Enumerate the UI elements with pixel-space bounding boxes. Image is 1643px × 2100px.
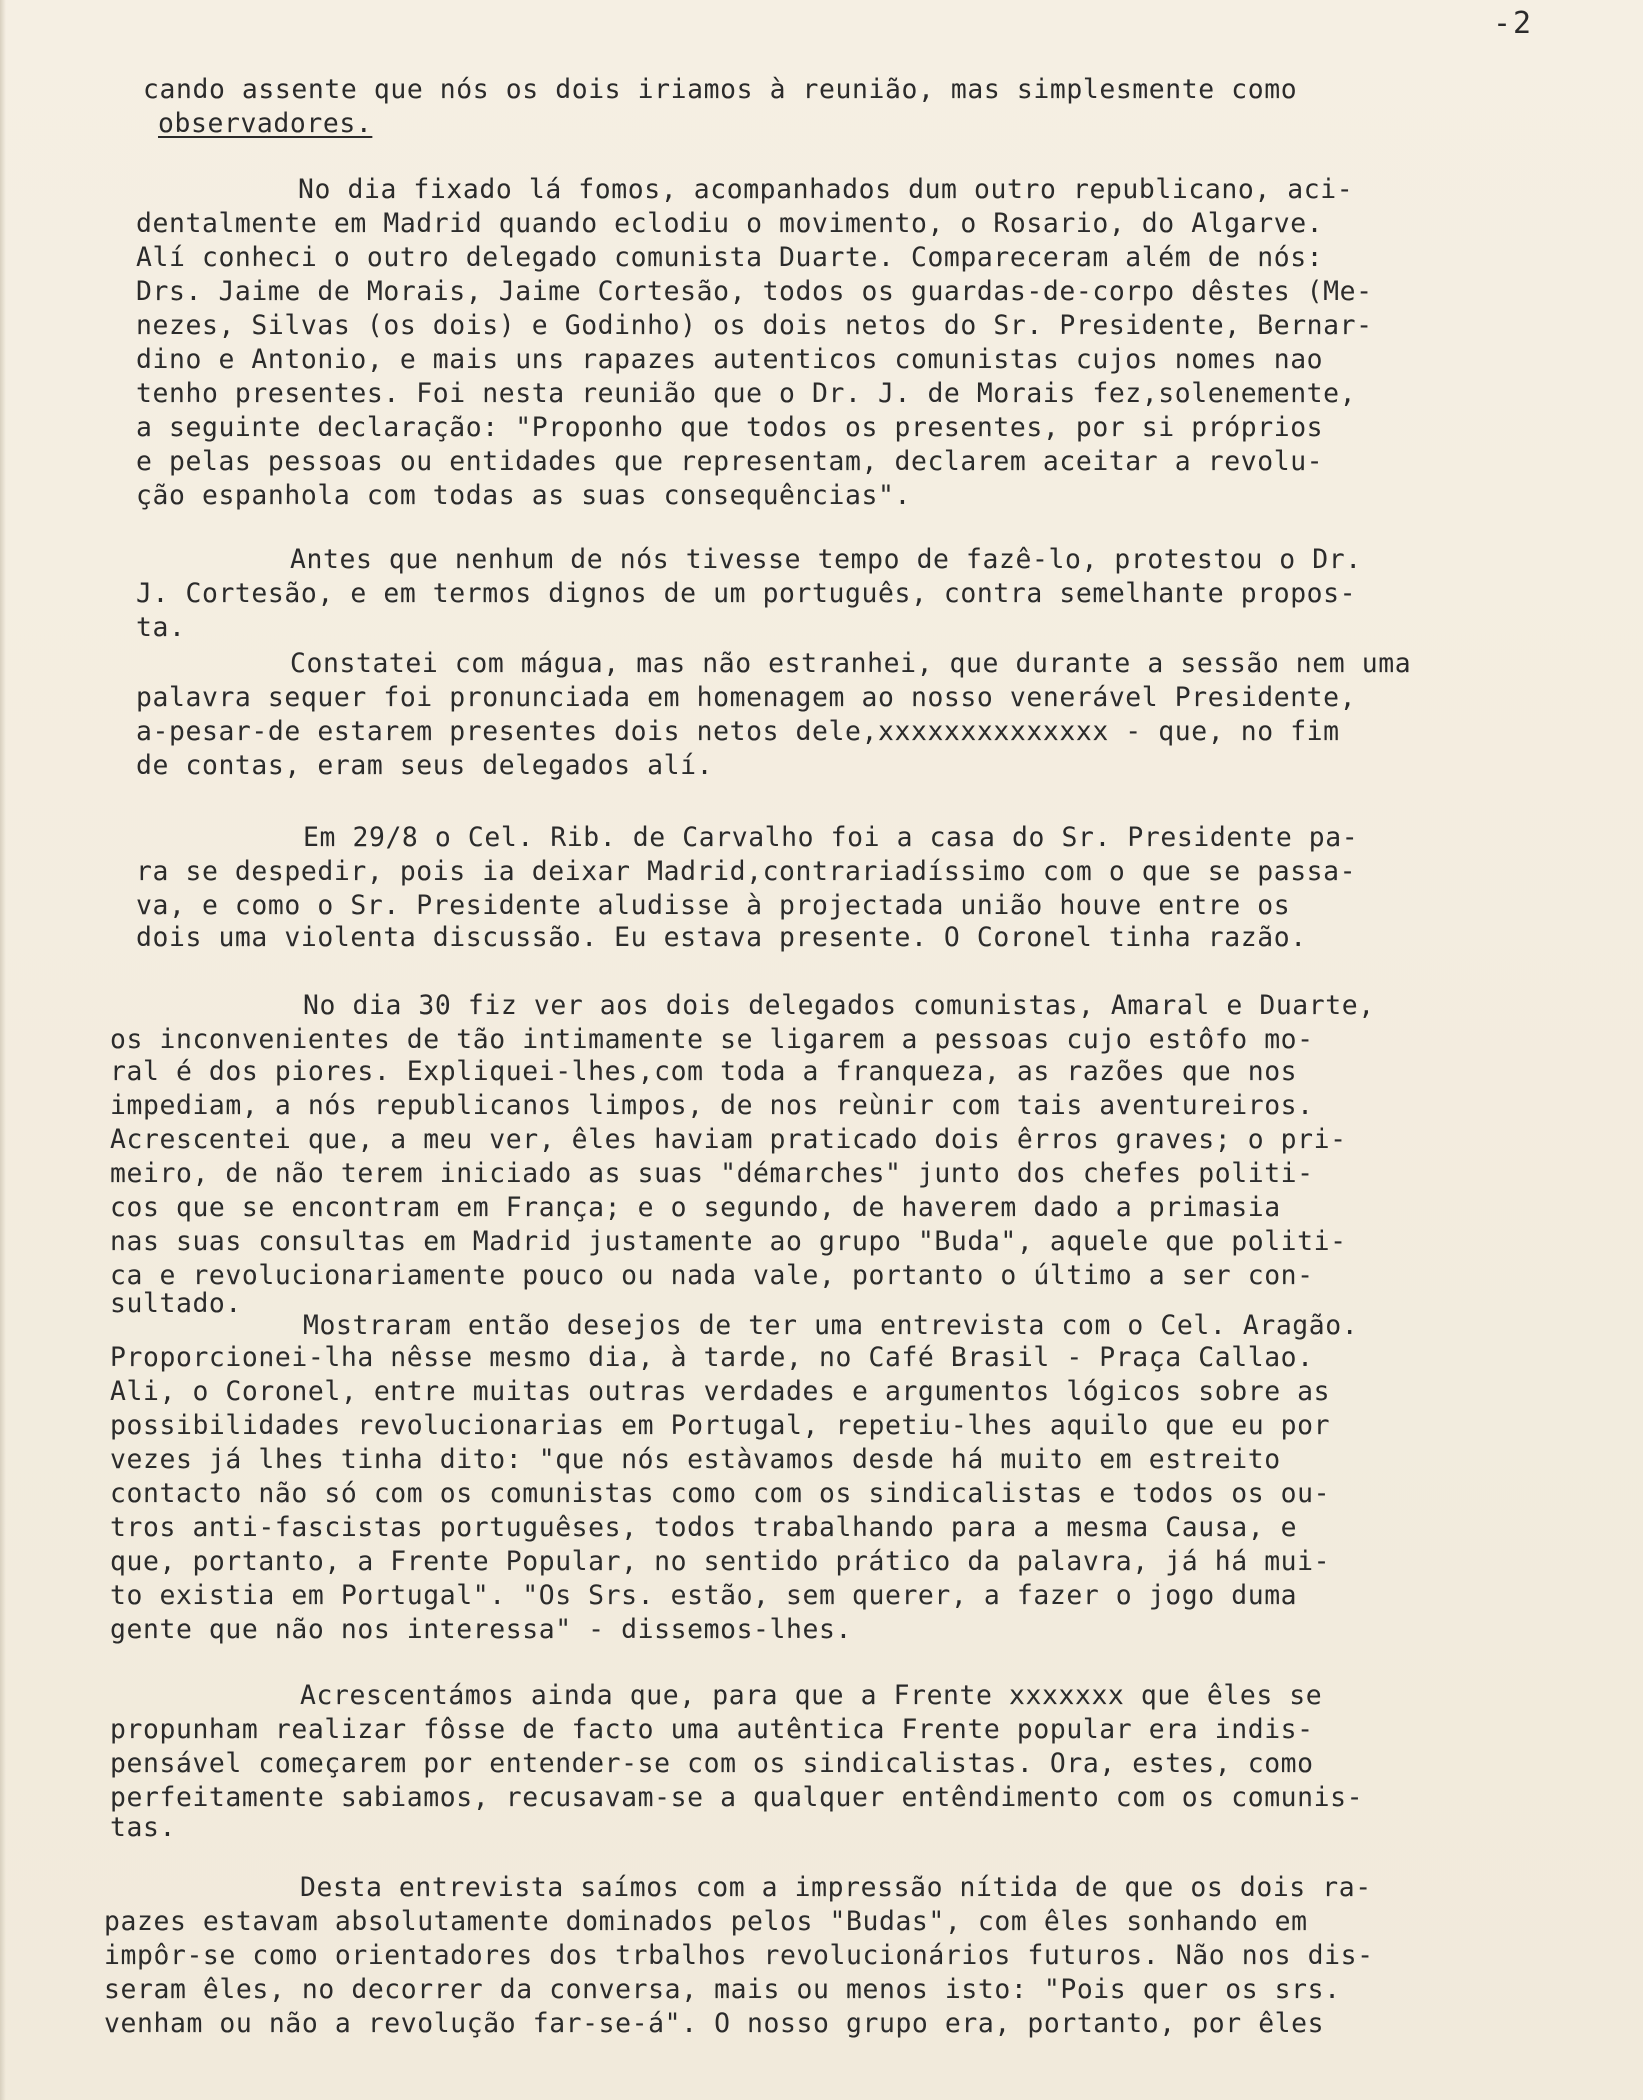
text-line: Constatei com mágua, mas não estranhei, que durante a sessão nem uma (290, 648, 1412, 679)
text-line: ta. (136, 612, 186, 643)
text-line: a seguinte declaração: "Proponho que todos os presentes, por si próprios (136, 412, 1324, 443)
text-line: Proporcionei-lha nêsse mesmo dia, à tarde, no Café Brasil - Praça Callao. (110, 1342, 1314, 1373)
text-line: perfeitamente sabiamos, recusavam-se a qualquer entêndimento com os comunis- (110, 1782, 1364, 1813)
text-line: Mostraram então desejos de ter uma entrevista com o Cel. Aragão. (303, 1310, 1359, 1341)
text-line: Em 29/8 o Cel. Rib. de Carvalho foi a casa do Sr. Presidente pa- (303, 822, 1359, 853)
text-line: impediam, a nós republicanos limpos, de nos reùnir com tais aventureiros. (110, 1090, 1314, 1121)
text-line: a-pesar-de estarem presentes dois netos dele,xxxxxxxxxxxxxx - que, no fim (136, 716, 1340, 747)
text-line: tenho presentes. Foi nesta reunião que o Dr. J. de Morais fez,solenemente, (136, 378, 1357, 409)
text-line: propunham realizar fôsse de facto uma autêntica Frente popular era indis- (110, 1714, 1314, 1745)
text-line: seram êles, no decorrer da conversa, mais ou menos isto: "Pois quer os srs. (104, 1974, 1341, 2005)
text-line: vezes já lhes tinha dito: "que nós estàvamos desde há muito em estreito (110, 1444, 1281, 1475)
text-line: possibilidades revolucionarias em Portugal, repetiu-lhes aquilo que eu por (110, 1410, 1331, 1441)
text-line: impôr-se como orientadores dos trbalhos revolucionários futuros. Não nos dis- (104, 1940, 1374, 1971)
text-line: cos que se encontram em França; e o segundo, de haverem dado a primasia (110, 1192, 1281, 1223)
text-line: Drs. Jaime de Morais, Jaime Cortesão, todos os guardas-de-corpo dêstes (Me- (136, 276, 1373, 307)
text-line: nezes, Silvas (os dois) e Godinho) os dois netos do Sr. Presidente, Bernar- (136, 310, 1373, 341)
text-line: No dia fixado lá fomos, acompanhados dum outro republicano, aci- (298, 174, 1354, 205)
text-line: tros anti-fascistas portuguêses, todos trabalhando para a mesma Causa, e (110, 1512, 1298, 1543)
text-line: e pelas pessoas ou entidades que representam, declarem aceitar a revolu- (136, 446, 1324, 477)
text-line: dois uma violenta discussão. Eu estava presente. O Coronel tinha razão. (136, 922, 1307, 953)
text-line: dentalmente em Madrid quando eclodiu o movimento, o Rosario, do Algarve. (136, 208, 1324, 239)
text-line: pensável começarem por entender-se com os sindicalistas. Ora, estes, como (110, 1748, 1314, 1779)
text-line: Ali, o Coronel, entre muitas outras verdades e argumentos lógicos sobre as (110, 1376, 1331, 1407)
text-line: cando assente que nós os dois iriamos à reunião, mas simplesmente como (143, 74, 1298, 105)
text-line: ral é dos piores. Expliquei-lhes,com toda a franqueza, as razões que nos (110, 1056, 1298, 1087)
text-line: de contas, eram seus delegados alí. (136, 750, 714, 781)
page-number: -2 (1493, 6, 1534, 41)
text-line: Alí conheci o outro delegado comunista Duarte. Compareceram além de nós: (136, 242, 1324, 273)
text-line: to existia em Portugal". "Os Srs. estão, sem querer, a fazer o jogo duma (110, 1580, 1298, 1611)
text-line: observadores. (158, 108, 373, 139)
text-line: venham ou não a revolução far-se-á". O nosso grupo era, portanto, por êles (104, 2008, 1325, 2039)
text-line: Acrescentei que, a meu ver, êles haviam praticado dois êrros graves; o pri- (110, 1124, 1347, 1155)
text-line: ca e revolucionariamente pouco ou nada vale, portanto o último a ser con- (110, 1260, 1314, 1291)
text-line: Antes que nenhum de nós tivesse tempo de fazê-lo, protestou o Dr. (290, 544, 1362, 575)
text-line: pazes estavam absolutamente dominados pelos "Budas", com êles sonhando em (104, 1906, 1308, 1937)
text-line: palavra sequer foi pronunciada em homenagem ao nosso venerável Presidente, (136, 682, 1357, 713)
text-line: va, e como o Sr. Presidente aludisse à projectada união houve entre os (136, 890, 1291, 921)
text-line: os inconvenientes de tão intimamente se ligarem a pessoas cujo estôfo mo- (110, 1024, 1314, 1055)
text-line: sultado. (110, 1288, 242, 1319)
text-line: tas. (110, 1812, 176, 1843)
text-line: ção espanhola com todas as suas consequências". (136, 480, 911, 511)
text-line: meiro, de não terem iniciado as suas "démarches" junto dos chefes politi- (110, 1158, 1314, 1189)
text-line: J. Cortesão, e em termos dignos de um português, contra semelhante propos- (136, 578, 1357, 609)
text-line: dino e Antonio, e mais uns rapazes autenticos comunistas cujos nomes nao (136, 344, 1324, 375)
text-line: Desta entrevista saímos com a impressão nítida de que os dois ra- (300, 1872, 1372, 1903)
page-edge-shadow (0, 0, 6, 2100)
text-line: gente que não nos interessa" - dissemos-lhes. (110, 1614, 852, 1645)
text-line: Acrescentámos ainda que, para que a Frente xxxxxxx que êles se (300, 1680, 1323, 1711)
text-line: No dia 30 fiz ver aos dois delegados comunistas, Amaral e Duarte, (303, 990, 1375, 1021)
text-line: contacto não só com os comunistas como com os sindicalistas e todos os ou- (110, 1478, 1331, 1509)
text-line: nas suas consultas em Madrid justamente ao grupo "Buda", aquele que politi- (110, 1226, 1347, 1257)
text-line: ra se despedir, pois ia deixar Madrid,contrariadíssimo com o que se passa- (136, 856, 1357, 887)
text-line: que, portanto, a Frente Popular, no sentido prático da palavra, já há mui- (110, 1546, 1331, 1577)
